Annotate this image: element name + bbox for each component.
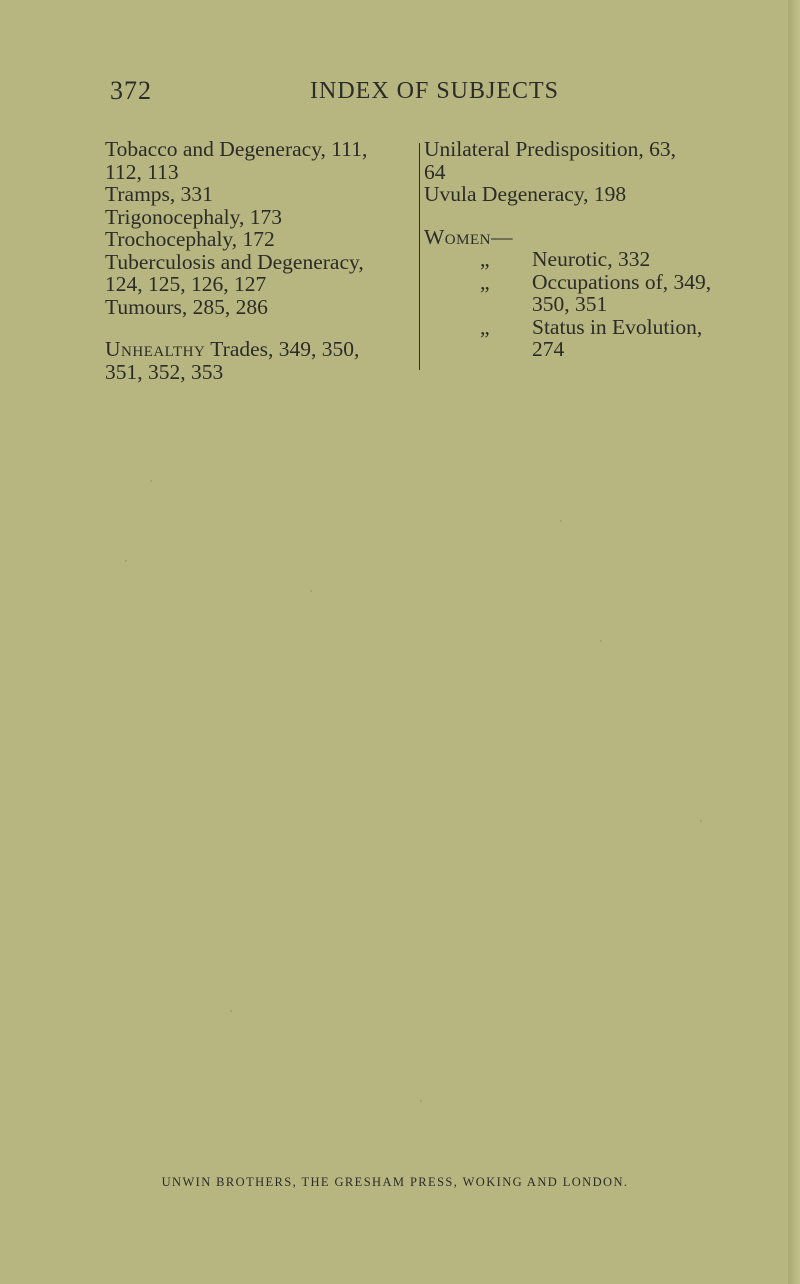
index-entry-trochocephaly bbox=[105, 228, 417, 251]
entry-line: 64 bbox=[424, 159, 446, 184]
page-header bbox=[110, 76, 750, 116]
entry-line: Unilateral Predisposition, 63, bbox=[424, 137, 676, 161]
paper-speck bbox=[310, 590, 312, 592]
printer-imprint: UNWIN BROTHERS, THE GRESHAM PRESS, WOKING AND LONDON. bbox=[161, 1175, 629, 1189]
entry-line: Tumours, 285, 286 bbox=[105, 294, 268, 319]
entry-line: Tobacco and Degeneracy, 111, bbox=[105, 137, 368, 161]
index-subentry-status bbox=[424, 316, 764, 361]
index-entry-tumours bbox=[105, 296, 417, 319]
paper-speck bbox=[420, 1100, 422, 1102]
entry-line: Trochocephaly, 172 bbox=[105, 227, 275, 251]
index-entry-women bbox=[424, 226, 764, 249]
index-entry-unhealthy-trades bbox=[105, 338, 417, 383]
subentry-text bbox=[532, 316, 764, 361]
index-column-right bbox=[424, 138, 764, 361]
page-number: 372 bbox=[110, 76, 152, 105]
ditto-mark: „ bbox=[480, 247, 490, 271]
entry-line: Tuberculosis and Degeneracy, bbox=[105, 249, 364, 274]
index-entry-uvula bbox=[424, 183, 764, 206]
entry-line: 350, 351 bbox=[532, 292, 608, 316]
entry-line: 124, 125, 126, 127 bbox=[105, 272, 267, 296]
paper-speck bbox=[230, 1010, 232, 1012]
entry-headword: Unhealthy bbox=[105, 337, 206, 361]
entry-line bbox=[105, 337, 417, 361]
index-subentry-neurotic bbox=[424, 248, 764, 271]
subentry-text bbox=[532, 271, 764, 316]
paper-speck bbox=[700, 820, 702, 822]
subentry-text bbox=[532, 248, 764, 271]
entry-headword: Women— bbox=[424, 224, 513, 249]
index-column-left bbox=[105, 138, 417, 383]
index-subentry-occupations bbox=[424, 271, 764, 316]
entry-line: 274 bbox=[532, 337, 565, 361]
entry-line: Occupations of, 349, bbox=[532, 269, 712, 294]
entry-line: Trigonocephaly, 173 bbox=[105, 204, 282, 229]
entry-line: Tramps, 331 bbox=[105, 182, 213, 206]
index-entry-trigonocephaly bbox=[105, 206, 417, 229]
column-divider bbox=[419, 143, 420, 370]
entry-line: 112, 113 bbox=[105, 159, 179, 184]
entry-line: 351, 352, 353 bbox=[105, 359, 224, 384]
paper-speck bbox=[150, 480, 152, 482]
paper-speck bbox=[600, 640, 602, 642]
page-edge bbox=[788, 0, 800, 1284]
entry-line: Uvula Degeneracy, 198 bbox=[424, 182, 627, 206]
running-title: INDEX OF SUBJECTS bbox=[310, 78, 560, 104]
paper-speck bbox=[560, 520, 562, 522]
index-entry-tobacco bbox=[105, 138, 417, 183]
entry-rest: Trades, 349, 350, bbox=[205, 337, 360, 361]
index-entry-unilateral bbox=[424, 138, 764, 183]
ditto-mark: „ bbox=[480, 314, 490, 339]
paper-speck bbox=[125, 560, 127, 562]
entry-line: Status in Evolution, bbox=[532, 314, 703, 339]
index-entry-tramps bbox=[105, 183, 417, 206]
entry-line: Neurotic, 332 bbox=[532, 247, 651, 271]
ditto-mark: „ bbox=[480, 269, 490, 294]
index-entry-tuberculosis bbox=[105, 251, 417, 296]
